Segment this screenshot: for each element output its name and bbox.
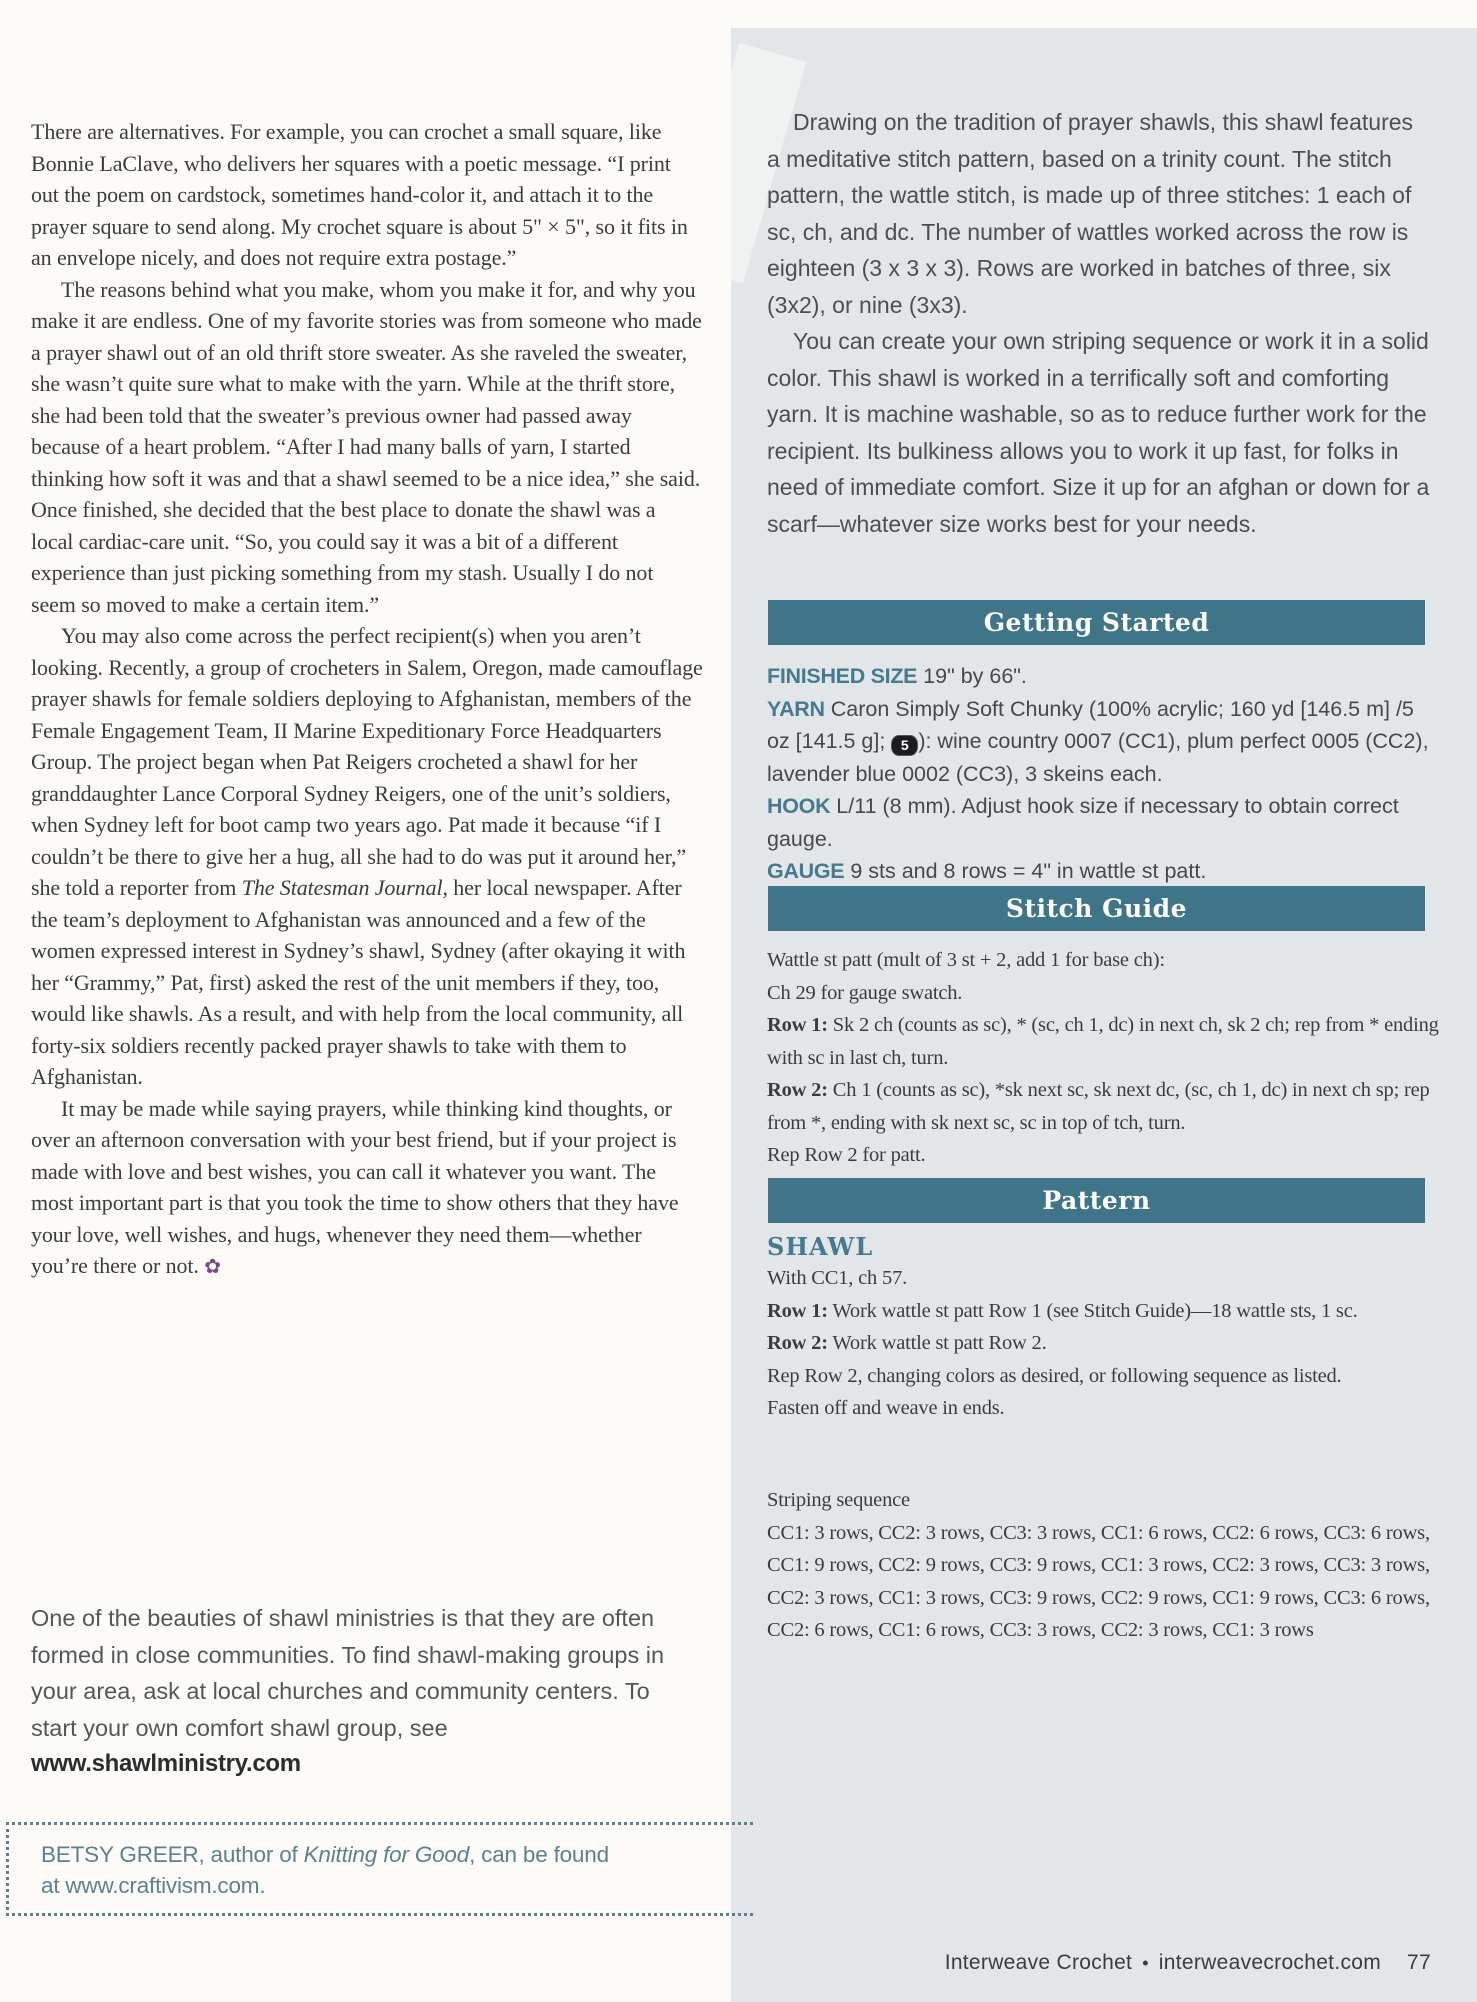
pattern-line: Rep Row 2, changing colors as desired, or following sequence as listed. (767, 1364, 1342, 1387)
pattern-instructions (767, 1232, 1439, 1425)
pattern-line: Row 2: Work wattle st patt Row 2. (767, 1332, 1047, 1354)
stitch-guide-line: Row 1: Sk 2 ch (counts as sc), * (sc, ch 1, dc) in next ch, sk 2 ch; rep from * ending with sc in last ch, turn. (767, 1014, 1439, 1069)
stitch-guide-instructions (767, 944, 1439, 1172)
finished-size-label: FINISHED SIZE (767, 664, 918, 688)
footer-bullet-icon: • (1142, 1953, 1149, 1973)
yarn-description: Caron Simply Soft Chunky (100% acrylic; 160 yd [146.5 m] /5 oz [141.5 g]; (767, 696, 1414, 753)
pattern-subheading-shawl: SHAWL (767, 1232, 874, 1261)
getting-started-details (767, 660, 1433, 888)
pattern-intro (767, 104, 1431, 542)
intro-paragraph-1: Drawing on the tradition of prayer shawls, this shawl features a meditative stitch pattern, based on a trinity count. The stitch pattern, the wattle stitch, is made up of three stitches: 1 each of sc, ch, and dc. The number of wattles worked across the row is eighteen (3 x 3 x 3). Rows are worked in batches of three, six (3x2), or nine (3x3). (767, 109, 1414, 318)
article-paragraph-3 (31, 620, 703, 1093)
section-header-pattern: Pattern (768, 1178, 1425, 1223)
yarn-description-continued: ): wine country 0007 (CC1), plum perfect 0005 (CC2), lavender blue 0002 (CC3), 3 skeins each. (767, 729, 1429, 786)
article-paragraph-3-text: You may also come across the perfect recipient(s) when you aren’t looking. Recently, a group of crocheters in Salem, Oregon, made camouflage prayer shawls for female soldiers deploying to Afghanistan, members of the Female Engagement Team, II Marine Expeditionary Force Headquarters Group. The project began when Pat Reigers crocheted a shawl for her granddaughter Lance Corporal Sydney Reigers, one of the unit’s soldiers, when Sydney left for boot camp two years ago. Pat made it because “if I couldn’t be there to give her a hug, all she had to do was put it around her,” she told a reporter from (31, 623, 703, 900)
page-footer (945, 1951, 1431, 1975)
shawlministry-url: www.shawlministry.com (31, 1750, 301, 1777)
finished-size-value: 19" by 66". (917, 664, 1027, 688)
gauge-label: GAUGE (767, 859, 845, 883)
article-paragraph-1: There are alternatives. For example, you can crochet a small square, like Bonnie LaClave, who delivers her squares with a poetic message. “I print out the poem on cardstock, sometimes hand-color it, and attach it to the prayer square to send along. My crochet square is about 5" × 5", so it fits in an envelope nicely, and does not require extra postage.” (31, 119, 688, 270)
article-paragraph-4-text: It may be made while saying prayers, while thinking kind thoughts, or over an afternoon conversation with your best friend, but if your project is made with love and best wishes, you can call it whatever you want. The most important part is that you took the time to show others that they have your love, well wishes, and hugs, whenever they need them—whether you’re there or not. (31, 1095, 679, 1278)
gauge-line (767, 855, 1433, 888)
craftivism-url: at www.craftivism.com. (41, 1873, 266, 1898)
author-bio-text-2: , can be found (469, 1842, 609, 1867)
author-bio-box (6, 1822, 753, 1916)
callout-text: One of the beauties of shawl ministries is that they are often formed in close communities. To find shawl-making groups in your area, ask at local churches and community centers. To start your own comfort shawl group, see (31, 1605, 665, 1741)
book-title: Knitting for Good (303, 1842, 470, 1867)
stitch-guide-line: Row 2: Ch 1 (counts as sc), *sk next sc, sk next dc, (sc, ch 1, dc) in next ch sp; rep from *, ending with sk next sc, sc in top of tch, turn. (767, 1079, 1430, 1134)
author-name: BETSY GREER (41, 1842, 199, 1867)
striping-sequence-title: Striping sequence (767, 1489, 910, 1511)
stitch-guide-line: Wattle st patt (mult of 3 st + 2, add 1 for base ch): (767, 949, 1165, 971)
stitch-guide-line: Ch 29 for gauge swatch. (767, 981, 963, 1004)
footer-website: interweavecrochet.com (1158, 1951, 1382, 1974)
pattern-line: Row 1: Work wattle st patt Row 1 (see Stitch Guide)—18 wattle sts, 1 sc. (767, 1299, 1358, 1322)
shawl-ministry-callout (31, 1600, 693, 1783)
yarn-label: YARN (767, 696, 825, 721)
author-bio-text: , author of (198, 1842, 304, 1867)
footer-magazine-name: Interweave Crochet (944, 1951, 1133, 1974)
yarn-weight-5-icon: 5 (891, 735, 918, 756)
intro-paragraph-2: You can create your own striping sequence or work it in a solid color. This shawl is worked in a terrifically soft and comforting yarn. It is machine washable, so as to reduce further work for the recipient. Its bulkiness allows you to work it up fast, for folks in need of immediate comfort. Size it up for an afghan or down for a scarf—whatever size works best for your needs. (767, 328, 1430, 537)
footer-page-number: 77 (1407, 1951, 1431, 1974)
pattern-line: With CC1, ch 57. (767, 1267, 908, 1289)
section-header-getting-started: Getting Started (768, 600, 1425, 645)
newspaper-title: The Statesman Journal (241, 875, 443, 900)
end-of-article-flower-icon: ✿ (204, 1256, 221, 1278)
hook-line (767, 790, 1433, 855)
stitch-guide-line: Rep Row 2 for patt. (767, 1144, 926, 1166)
article-paragraph-2: The reasons behind what you make, whom you make it for, and why you make it are endless. One of my favorite stories was from someone who made a prayer shawl out of an old thrift store sweater. As she raveled the sweater, she wasn’t quite sure what to make with the yarn. While at the thrift store, she had been told that the sweater’s previous owner had passed away because of a heart problem. “After I had many balls of yarn, I started thinking how soft it was and that a shawl seemed to be a nice idea,” she said. Once finished, she decided that the best place to donate the shawl was a local cardiac-care unit. “So, you could say it was a bit of a different experience than just picking something from my stash. Usually I do not seem so moved to make a certain item.” (31, 276, 702, 617)
gauge-value: 9 sts and 8 rows = 4" in wattle st patt. (844, 859, 1207, 883)
article-paragraph-4 (31, 1093, 703, 1284)
pattern-line: Fasten off and weave in ends. (767, 1397, 1005, 1419)
hook-label: HOOK (767, 794, 831, 818)
striping-sequence (767, 1484, 1439, 1647)
article-paragraph-3-continued: , her local newspaper. After the team’s deployment to Afghanistan was announced and a few of the women expressed interest in Sydney’s shawl, Sydney (after okaying it with her “Grammy,” Pat, first) asked the rest of the unit members if they, too, would like shawls. As a result, and with help from the local community, all forty-six soldiers recently packed prayer shawls to take with them to Afghanistan. (31, 875, 686, 1089)
hook-value: L/11 (8 mm). Adjust hook size if necessary to obtain correct gauge. (767, 794, 1399, 851)
section-header-stitch-guide: Stitch Guide (768, 886, 1425, 931)
finished-size-line (767, 660, 1433, 693)
yarn-line (767, 693, 1433, 791)
striping-sequence-text: CC1: 3 rows, CC2: 3 rows, CC3: 3 rows, CC1: 6 rows, CC2: 6 rows, CC3: 6 rows, CC1: 9 rows, CC2: 9 rows, CC3: 9 rows, CC1: 3 rows, CC2: 3 rows, CC3: 3 rows, CC2: 3 rows, CC1: 3 rows, CC3: 9 rows, CC2: 9 rows, CC1: 9 rows, CC3: 6 rows, CC2: 6 rows, CC1: 6 rows, CC3: 3 rows, CC2: 3 rows, CC1: 3 rows (767, 1521, 1430, 1641)
article-body (31, 116, 703, 1284)
